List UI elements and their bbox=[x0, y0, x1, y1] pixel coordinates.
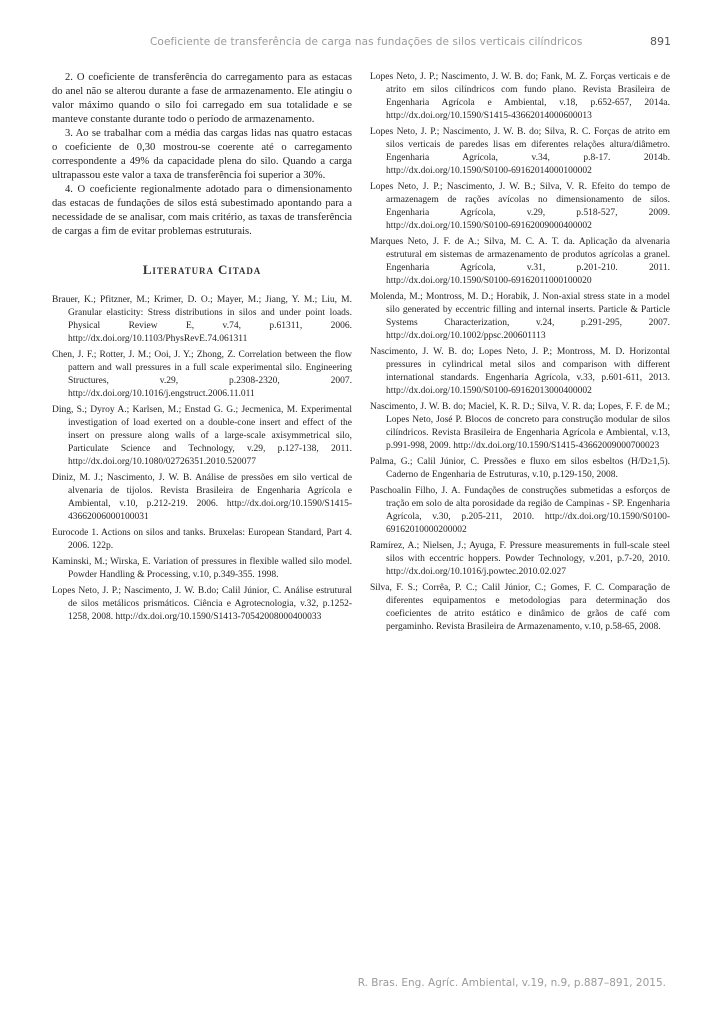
reference-item: Lopes Neto, J. P.; Nascimento, J. W. B. do; Fank, M. Z. Forças verticais e de atrito em silos cilíndricos com fundo plano. Revista Brasileira de Engenharia Agrícola e Ambiental, v.18, p.652-657, 2014a. http://dx.doi.org/10.1590/S1415-43662014000600013 bbox=[370, 72, 670, 121]
reference-item: Lopes Neto, J. P.; Nascimento, J. W. B.do; Calil Júnior, C. Análise estrutural de silos metálicos prismáticos. Ciência e Agrotecnologia, v.32, p.1252-1258, 2008. http://dx.doi.org/10.1590/S1413-70542008000400033 bbox=[52, 586, 352, 622]
reference-item: Silva, F. S.; Corrêa, P. C.; Calil Júnior, C.; Gomes, F. C. Comparação de diferentes equipamentos e metodologias para determinação dos coeficientes de atrito estático e dinâmico de grãos de café com pergaminho. Revista Brasileira de Armazenamento, v.10, p.58-65, 2008. bbox=[370, 583, 670, 632]
reference-item: Marques Neto, J. F. de A.; Silva, M. C. A. T. da. Aplicação da alvenaria estrutural em sistemas de armazenamento de produtos agrícolas a granel. Engenharia Agrícola, v.31, p.201-210. 2011. http://dx.doi.org/10.1590/S0100-69162011000100020 bbox=[370, 237, 670, 286]
reference-item: Brauer, K.; Pfitzner, M.; Krimer, D. O.; Mayer, M.; Jiang, Y. M.; Liu, M. Granular elasticity: Stress distributions in silos and under point loads. Physical Review E, v.74, p.61311, 2006. http://dx.doi.org/10.1103/PhysRevE.74.061311 bbox=[52, 295, 352, 344]
reference-item: Lopes Neto, J. P.; Nascimento, J. W. B.; Silva, V. R. Efeito do tempo de armazenagem de rações avícolas no dimensionamento de silos. Engenharia Agrícola, v.29, p.518-527, 2009. http://dx.doi.org/10.1590/S0100-69162009000400002 bbox=[370, 182, 670, 231]
reference-item: Palma, G.; Calil Júnior, C. Pressões e fluxo em silos esbeltos (H/D≥1,5). Caderno de Engenharia de Estruturas, v.10, p.129-150, 2008. bbox=[370, 457, 670, 480]
literature-heading: Literatura Citada bbox=[142, 262, 262, 277]
conclusion-paragraph: 4. O coeficiente regionalmente adotado para o dimensionamento das estacas de fundações de silos está subestimado apontando para a necessidade de se analisar, com mais critério, as taxas de transferência de cargas a fim de evitar problemas estruturais. bbox=[52, 184, 352, 237]
reference-item: Lopes Neto, J. P.; Nascimento, J. W. B. do; Silva, R. C. Forças de atrito em silos verticais de paredes lisas em diferentes relações altura/diâmetro. Engenharia Agrícola, v.34, p.8-17. 2014b. http://dx.doi.org/10.1590/S0100-69162014000100002 bbox=[370, 127, 670, 176]
reference-item: Chen, J. F.; Rotter, J. M.; Ooi, J. Y.; Zhong, Z. Correlation between the flow pattern and wall pressures in a full scale experimental silo. Engineering Structures, v.29, p.2308-2320, 2007. http://dx.doi.org/10.1016/j.engstruct.2006.11.011 bbox=[52, 350, 352, 399]
reference-item: Nascimento, J. W. B. do; Lopes Neto, J. P.; Montross, M. D. Horizontal pressures in cylindrical metal silos and comparison with different international standards. Engenharia Agrícola, v.33, p.601-611, 2013. http://dx.doi.org/10.1590/S0100-69162013000400002 bbox=[370, 347, 670, 396]
journal-citation: R. Bras. Eng. Agríc. Ambiental, v.19, n.9, p.887–891, 2015. bbox=[357, 977, 666, 989]
reference-item: Ding, S.; Dyroy A.; Karlsen, M.; Enstad G. G.; Jecmenica, M. Experimental investigation of load exerted on a double-cone insert and effect of the insert on pressure along walls of a large-scale axisymmetrical silo, Particulate Science and Technology, v.29, p.127-138, 2011. http://dx.doi.org/10.1080/02726351.2010.520077 bbox=[52, 405, 352, 467]
reference-item: Nascimento, J. W. B. do; Maciel, K. R. D.; Silva, V. R. da; Lopes, F. F. de M.; Lopes Neto, José P. Blocos de concreto para construção modular de silos cilíndricos. Revista Brasileira de Engenharia Agrícola e Ambiental, v.13, p.991-998, 2009. http://dx.doi.org/10.1590/S1415-43662009000700023 bbox=[370, 402, 670, 451]
reference-item: Diniz, M. J.; Nascimento, J. W. B. Análise de pressões em silo vertical de alvenaria de tijolos. Revista Brasileira de Engenharia Agrícola e Ambiental, v.10, p.212-219. 2006. http://dx.doi.org/10.1590/S1415-43662006000100031 bbox=[52, 473, 352, 522]
conclusion-paragraph: 3. Ao se trabalhar com a média das cargas lidas nas quatro estacas o coeficiente de 0,30 mostrou-se coerente até o carregamento correspondente a 49% da capacidade plena do silo. Quando a carga ultrapassou este valor a taxa de transferência foi superior a 30%. bbox=[52, 128, 352, 181]
page-number: 891 bbox=[650, 35, 671, 48]
reference-item: Kaminski, M.; Wirska, E. Variation of pressures in flexible walled silo model. Powder Handling & Processing, v.10, p.349-355. 1998. bbox=[52, 557, 352, 580]
running-title: Coeficiente de transferência de carga nas fundações de silos verticais cilíndricos bbox=[150, 36, 583, 48]
conclusion-paragraph: 2. O coeficiente de transferência do carregamento para as estacas do anel não se alterou durante a fase de armazenamento. Ele atingiu o valor máximo quando o silo foi carregado em sua totalidade e se manteve constante durante todo o período de armazenamento. bbox=[52, 72, 352, 125]
reference-item: Molenda, M.; Montross, M. D.; Horabik, J. Non-axial stress state in a model silo generated by eccentric filling and internal inserts. Particle & Particle Systems Characterization, v.24, p.291-295, 2007. http://dx.doi.org/10.1002/ppsc.200601113 bbox=[370, 292, 670, 341]
reference-item: Paschoalin Filho, J. A. Fundações de construções submetidas a esforços de tração em solo de alta porosidade da região de Campinas - SP. Engenharia Agrícola, v.30, p.205-211, 2010. http://dx.doi.org/10.1590/S0100-69162010000200002 bbox=[370, 486, 670, 535]
reference-item: Eurocode 1. Actions on silos and tanks. Bruxelas: European Standard, Part 4. 2006. 122p. bbox=[52, 528, 352, 551]
left-column bbox=[52, 71, 352, 627]
right-column bbox=[370, 71, 670, 637]
reference-item: Ramírez, A.; Nielsen, J.; Ayuga, F. Pressure measurements in full-scale steel silos with eccentric hoppers. Powder Technology, v.201, p.7-20, 2010. http://dx.doi.org/10.1016/j.powtec.2010.02.027 bbox=[370, 541, 670, 577]
